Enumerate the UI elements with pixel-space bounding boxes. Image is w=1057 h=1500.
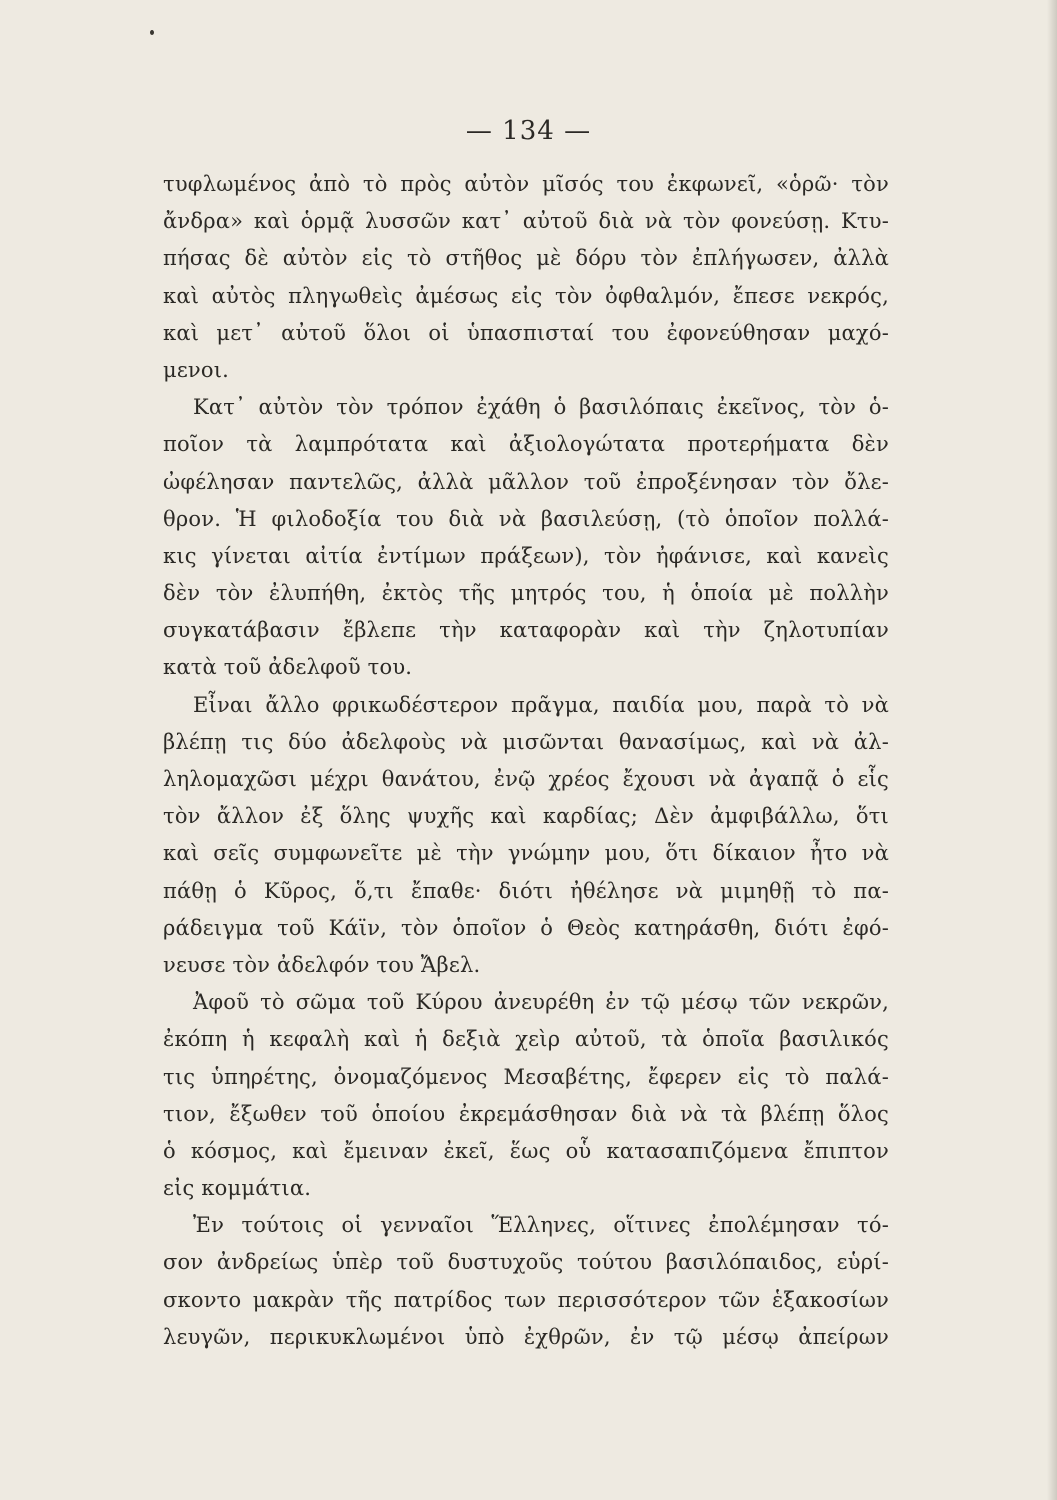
text-line: συγκατάβασιν ἔβλεπε τὴν καταφορὰν καὶ τὴν ζηλοτυπίαν bbox=[163, 618, 889, 643]
page-number: — 134 — bbox=[465, 116, 592, 146]
text-line: τιον, ἔξωθεν τοῦ ὁποίου ἐκρεμάσθησαν διὰ νὰ τὰ βλέπῃ ὅλος bbox=[163, 1101, 889, 1126]
text-line: πήσας δὲ αὐτὸν εἰς τὸ στῆθος μὲ δόρυ τὸν ἐπλήγωσεν, ἀλλὰ bbox=[163, 246, 889, 271]
text-line: δὲν τὸν ἐλυπήθη, ἐκτὸς τῆς μητρός του, ἡ ὁποία μὲ πολλὴν bbox=[163, 581, 889, 606]
text-line: ὁ κόσμος, καὶ ἔμειναν ἐκεῖ, ἕως οὗ κατασαπιζόμενα ἔπιπτον bbox=[163, 1138, 889, 1163]
text-line: μενοι. bbox=[163, 357, 230, 382]
text-line: σον ἀνδρείως ὑπὲρ τοῦ δυστυχοῦς τούτου βασιλόπαιδος, εὑρί- bbox=[163, 1250, 889, 1275]
text-line: ἄνδρα» καὶ ὁρμᾷ λυσσῶν κατ᾽ αὐτοῦ διὰ νὰ τὸν φονεύσῃ. Κτυ- bbox=[163, 209, 889, 234]
page-edge-shadow bbox=[1047, 0, 1057, 1500]
text-line: τὸν ἄλλον ἐξ ὅλης ψυχῆς καὶ καρδίας; Δὲν ἀμφιβάλλω, ὅτι bbox=[163, 804, 889, 829]
text-line: ἐκόπη ἡ κεφαλὴ καὶ ἡ δεξιὰ χεὶρ αὐτοῦ, τὰ ὁποῖα βασιλικός bbox=[163, 1027, 889, 1052]
text-line: Κατ᾽ αὐτὸν τὸν τρόπον ἐχάθη ὁ βασιλόπαις ἐκεῖνος, τὸν ὁ- bbox=[193, 395, 889, 420]
text-line: σκοντο μακρὰν τῆς πατρίδος των περισσότερον τῶν ἑξακοσίων bbox=[163, 1287, 889, 1312]
text-line: τις ὑπηρέτης, ὀνομαζόμενος Μεσαβέτης, ἔφερεν εἰς τὸ παλά- bbox=[163, 1064, 889, 1089]
text-line: ποῖον τὰ λαμπρότατα καὶ ἀξιολογώτατα προτερήματα δὲν bbox=[163, 432, 889, 457]
text-line: ὠφέλησαν παντελῶς, ἀλλὰ μᾶλλον τοῦ ἐπροξένησαν τὸν ὄλε- bbox=[163, 469, 889, 494]
text-line: καὶ αὐτὸς πληγωθεὶς ἀμέσως εἰς τὸν ὀφθαλμόν, ἔπεσε νεκρός, bbox=[163, 283, 889, 308]
text-line: κατὰ τοῦ ἀδελφοῦ του. bbox=[163, 655, 413, 680]
text-line: λευγῶν, περικυκλωμένοι ὑπὸ ἐχθρῶν, ἐν τῷ μέσῳ ἀπείρων bbox=[163, 1324, 889, 1349]
text-line: εἰς κομμάτια. bbox=[163, 1176, 312, 1201]
text-line: κις γίνεται αἰτία ἐντίμων πράξεων), τὸν ἠφάνισε, καὶ κανεὶς bbox=[163, 543, 889, 568]
text-line: Εἶναι ἄλλο φρικωδέστερον πρᾶγμα, παιδία μου, παρὰ τὸ νὰ bbox=[193, 692, 889, 717]
text-line: θρον. Ἡ φιλοδοξία του διὰ νὰ βασιλεύσῃ, (τὸ ὁποῖον πολλά- bbox=[163, 506, 889, 531]
text-line: Ἐν τούτοις οἱ γενναῖοι Ἕλληνες, οἵτινες ἐπολέμησαν τό- bbox=[193, 1213, 889, 1238]
text-line: νευσε τὸν ἀδελφόν του Ἄβελ. bbox=[163, 952, 481, 977]
text-line: καὶ μετ᾽ αὐτοῦ ὅλοι οἱ ὑπασπισταί του ἐφονεύθησαν μαχό- bbox=[163, 320, 889, 345]
text-line: ράδειγμα τοῦ Κάϊν, τὸν ὁποῖον ὁ Θεὸς κατηράσθη, διότι ἐφό- bbox=[163, 915, 889, 940]
text-line: καὶ σεῖς συμφωνεῖτε μὲ τὴν γνώμην μου, ὅτι δίκαιον ἦτο νὰ bbox=[163, 841, 889, 866]
text-line: βλέπῃ τις δύο ἀδελφοὺς νὰ μισῶνται θανασίμως, καὶ νὰ ἀλ- bbox=[163, 729, 889, 754]
text-line: ληλομαχῶσι μέχρι θανάτου, ἐνῷ χρέος ἔχουσι νὰ ἀγαπᾷ ὁ εἷς bbox=[163, 767, 889, 791]
text-line: Ἀφοῦ τὸ σῶμα τοῦ Κύρου ἀνευρέθη ἐν τῷ μέσῳ τῶν νεκρῶν, bbox=[193, 990, 889, 1015]
body-text bbox=[163, 166, 889, 1356]
ink-speck bbox=[150, 30, 154, 35]
text-line: πάθῃ ὁ Κῦρος, ὅ,τι ἔπαθε· διότι ἠθέλησε νὰ μιμηθῇ τὸ πα- bbox=[163, 878, 889, 903]
text-line: τυφλωμένος ἀπὸ τὸ πρὸς αὐτὸν μῖσός του ἐκφωνεῖ, «ὁρῶ· τὸν bbox=[163, 172, 889, 196]
